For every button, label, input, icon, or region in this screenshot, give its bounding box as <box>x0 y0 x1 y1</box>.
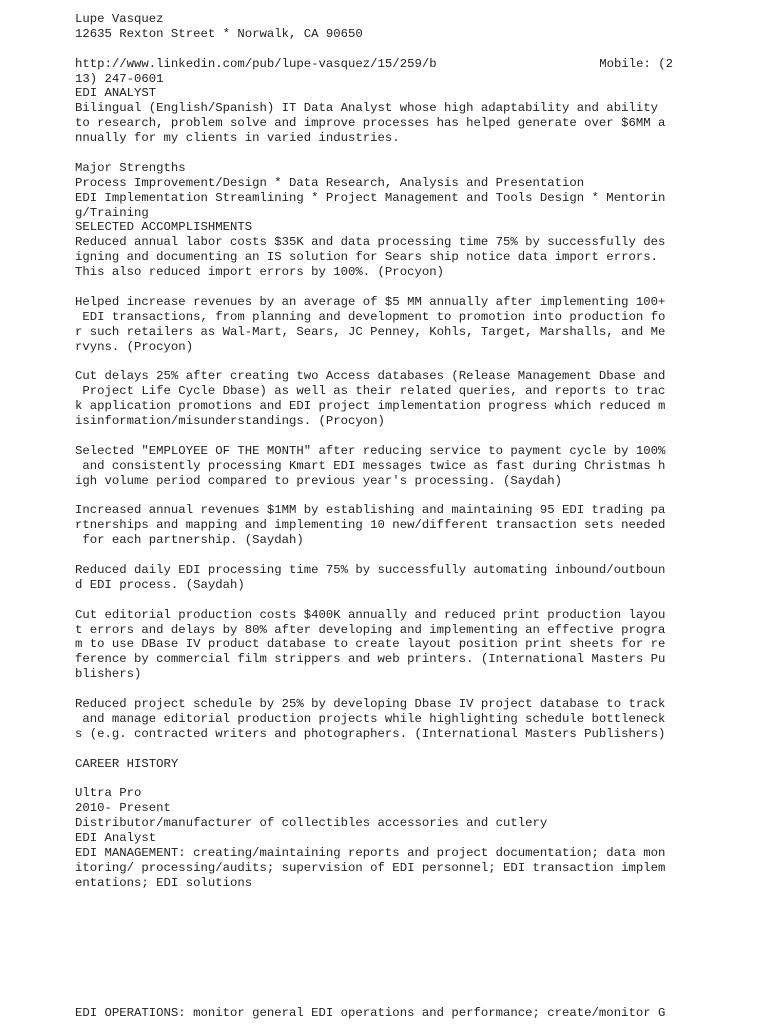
summary-line: nnually for my clients in varied industries. <box>75 131 400 146</box>
employment-dates: 2010- Present <box>75 801 171 816</box>
operations-line: EDI OPERATIONS: monitor general EDI operations and performance; create/monitor G <box>75 1006 666 1020</box>
accomplishment-item <box>75 697 695 742</box>
accomplishment-line: rtnerships and mapping and implementing 10 new/different transaction sets needed <box>75 518 666 533</box>
accomplishments-heading: SELECTED ACCOMPLISHMENTS <box>75 220 253 235</box>
summary-paragraph <box>75 101 695 146</box>
accomplishment-line: Increased annual revenues $1MM by establishing and maintaining 95 EDI trading pa <box>75 503 666 518</box>
accomplishment-item <box>75 444 695 489</box>
career-heading: CAREER HISTORY <box>75 756 179 771</box>
accomplishment-item <box>75 503 695 548</box>
accomplishment-line: Cut delays 25% after creating two Access databases (Release Management Dbase and <box>75 369 666 384</box>
management-line: entations; EDI solutions <box>75 875 253 890</box>
accomplishment-item <box>75 235 695 280</box>
accomplishment-line: isinformation/misunderstandings. (Procyon) <box>75 414 385 429</box>
accomplishment-line: k application promotions and EDI project implementation progress which reduced m <box>75 399 666 414</box>
summary-line: to research, problem solve and improve processes has helped generate over $6MM a <box>75 116 666 131</box>
accomplishment-line: Reduced project schedule by 25% by developing Dbase IV project database to track <box>75 696 666 711</box>
accomplishment-line: Selected "EMPLOYEE OF THE MONTH" after reducing service to payment cycle by 100% <box>75 443 666 458</box>
candidate-address: 12635 Rexton Street * Norwalk, CA 90650 <box>75 26 363 41</box>
accomplishment-line: EDI transactions, from planning and development to promotion into production fo <box>75 309 666 324</box>
accomplishment-line: r such retailers as Wal-Mart, Sears, JC Penney, Kohls, Target, Marshalls, and Me <box>75 324 666 339</box>
accomplishment-line: igning and documenting an IS solution for Sears ship notice data import errors. <box>75 250 658 265</box>
accomplishment-item <box>75 563 695 593</box>
accomplishment-line: m to use DBase IV product database to create layout position print sheets for re <box>75 637 666 652</box>
accomplishment-line: s (e.g. contracted writers and photographers. (International Masters Publishers) <box>75 726 666 741</box>
accomplishment-line: Project Life Cycle Dbase) as well as their related queries, and reports to trac <box>75 384 666 399</box>
accomplishment-line: and manage editorial production projects while highlighting schedule bottleneck <box>75 711 666 726</box>
management-line: itoring/ processing/audits; supervision of EDI personnel; EDI transaction implem <box>75 860 666 875</box>
accomplishment-line: igh volume period compared to previous year's processing. (Saydah) <box>75 473 563 488</box>
accomplishment-line: Reduced annual labor costs $35K and data processing time 75% by successfully des <box>75 235 666 250</box>
company-description: Distributor/manufacturer of collectibles accessories and cutlery <box>75 816 548 831</box>
resume-page <box>75 12 695 891</box>
linkedin-link[interactable]: http://www.linkedin.com/pub/lupe-vasquez/15/259/b <box>75 56 437 71</box>
accomplishment-line: t errors and delays by 80% after developing and implementing an effective progra <box>75 622 666 637</box>
accomplishment-line: blishers) <box>75 667 142 682</box>
strengths-line: g/Training <box>75 205 149 220</box>
accomplishment-line: Reduced daily EDI processing time 75% by successfully automating inbound/outboun <box>75 562 666 577</box>
accomplishment-line: This also reduced import errors by 100%. (Procyon) <box>75 265 444 280</box>
accomplishment-line: d EDI process. (Saydah) <box>75 577 245 592</box>
accomplishment-line: for each partnership. (Saydah) <box>75 533 304 548</box>
accomplishment-line: ference by commercial film strippers and web printers. (International Masters Pu <box>75 652 666 667</box>
strengths-line: Process Improvement/Design * Data Research, Analysis and Presentation <box>75 175 585 190</box>
job-title: EDI ANALYST <box>75 86 157 101</box>
accomplishment-line: Helped increase revenues by an average of $5 MM annually after implementing 100+ <box>75 294 666 309</box>
strengths-line: EDI Implementation Streamlining * Project Management and Tools Design * Mentorin <box>75 190 666 205</box>
accomplishment-item <box>75 369 695 429</box>
management-line: EDI MANAGEMENT: creating/maintaining reports and project documentation; data mon <box>75 845 666 860</box>
mobile-phone: Mobile: (2 <box>599 56 673 71</box>
accomplishment-line: and consistently processing Kmart EDI messages twice as fast during Christmas h <box>75 458 666 473</box>
company-name: Ultra Pro <box>75 786 142 801</box>
accomplishment-line: Cut editorial production costs $400K annually and reduced print production layou <box>75 607 666 622</box>
strengths-heading: Major Strengths <box>75 160 186 175</box>
summary-line: Bilingual (English/Spanish) IT Data Analyst whose high adaptability and ability <box>75 101 658 116</box>
accomplishment-line: rvyns. (Procyon) <box>75 339 194 354</box>
candidate-name: Lupe Vasquez <box>75 12 164 26</box>
role-title: EDI Analyst <box>75 830 157 845</box>
contact-row <box>75 57 673 72</box>
accomplishment-item <box>75 295 695 355</box>
accomplishment-item <box>75 608 695 682</box>
mobile-phone-continued: 13) 247-0601 <box>75 71 164 86</box>
